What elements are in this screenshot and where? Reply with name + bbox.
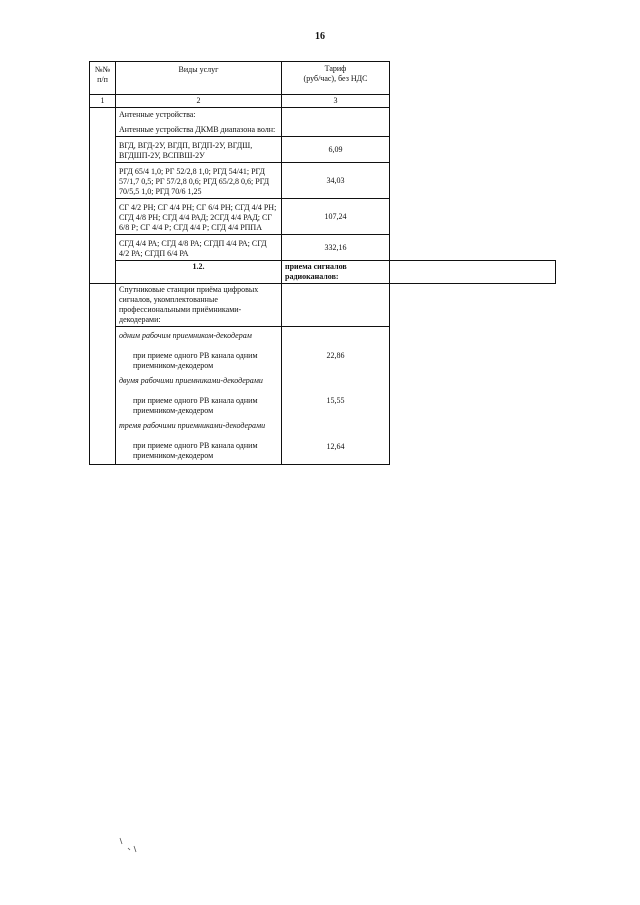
table-row [90, 372, 556, 417]
price-cell: 12,64 [282, 417, 390, 465]
empty-price-cell [282, 108, 390, 137]
table-header-row [90, 62, 556, 95]
table-row [90, 163, 556, 199]
header-number: №№ п/п [90, 62, 116, 95]
table-row [90, 235, 556, 261]
empty-price-cell [282, 284, 390, 327]
table-row [90, 284, 556, 327]
group-item: при приеме одного РВ канала одним приемником-декодером [133, 351, 258, 370]
antenna-title-text: Антенные устройства: [119, 110, 196, 119]
table-row [90, 327, 556, 373]
service-cell: РГД 65/4 1,0; РГ 52/2,8 1,0; РГД 54/41; РГД 57/1,7 0,5; РГ 57/2,8 0,6; РГД 65/2,8 0,6; РГД 70/5,5 1,0; РГД 70/6 1,25 [116, 163, 282, 199]
table-row [90, 108, 556, 137]
group-label: одним рабочим приемником-декодерам [119, 331, 252, 340]
price-cell: 15,55 [282, 372, 390, 417]
empty-number-cell [90, 284, 116, 465]
section-title: приема сигналов радиоканалов: [282, 261, 390, 284]
price-cell: 107,24 [282, 199, 390, 235]
group-item: при приеме одного РВ канала одним приемником-декодером [133, 396, 258, 415]
column-number: 2 [116, 95, 282, 108]
section-number: 1.2. [116, 261, 282, 284]
header-tariff: Тариф (руб/час), без НДС [282, 62, 390, 95]
group-label: двумя рабочими приемниками-декодерами [119, 376, 263, 385]
column-number: 3 [282, 95, 390, 108]
price-cell: 6,09 [282, 137, 390, 163]
table-row [90, 417, 556, 465]
service-cell: СГ 4/2 РН; СГ 4/4 РН; СГ 6/4 РН; СГД 4/4 РН; СГД 4/8 РН; СГД 4/4 РАД; 2СГД 4/4 РАД; СГ 6/8 Р; СГ 4/4 Р; СГД 4/4 Р; СГД 4/4 РППА [116, 199, 282, 235]
group-item: при приеме одного РВ канала одним приемником-декодером [133, 441, 258, 460]
table-row [90, 199, 556, 235]
scan-artifact-icon [118, 836, 148, 860]
section-header-row [90, 261, 556, 284]
group-cell [116, 327, 282, 373]
group-label: тремя рабочими приемниками-декодерами [119, 421, 266, 430]
tariff-table [89, 61, 556, 465]
service-cell: СГД 4/4 РА; СГД 4/8 РА; СГДП 4/4 РА; СГД 4/2 РА; СГДП 6/4 РА [116, 235, 282, 261]
price-cell: 34,03 [282, 163, 390, 199]
column-number-row [90, 95, 556, 108]
empty-number-cell [90, 108, 116, 284]
price-cell: 22,86 [282, 327, 390, 373]
section-intro: Спутниковые станции приёма цифровых сигналов, укомплектованные профессиональными приёмниками-декодерами: [116, 284, 282, 327]
page-number: 16 [315, 31, 325, 42]
price-cell: 332,16 [282, 235, 390, 261]
antenna-subtitle: Антенные устройства ДКМВ диапазона волн: [119, 125, 276, 134]
scan-mark [118, 836, 148, 862]
column-number: 1 [90, 95, 116, 108]
antenna-title [116, 108, 282, 137]
group-cell [116, 372, 282, 417]
table-row [90, 137, 556, 163]
header-services: Виды услуг [116, 62, 282, 95]
empty-price-cell [390, 261, 556, 284]
group-cell [116, 417, 282, 465]
service-cell: ВГД, ВГД-2У, ВГДП, ВГДП-2У, ВГДШ, ВГДШП-2У, ВСПВШ-2У [116, 137, 282, 163]
